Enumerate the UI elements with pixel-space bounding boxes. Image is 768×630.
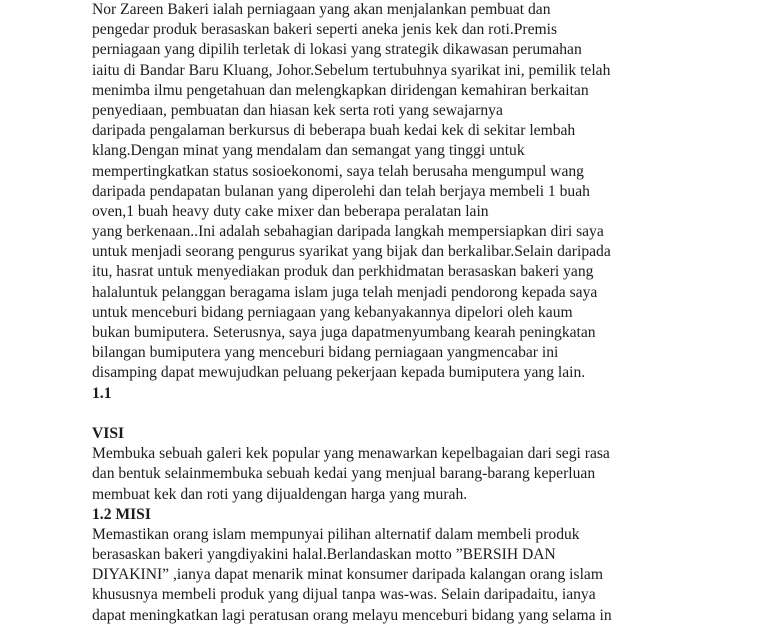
text-line: membuat kek dan roti yang dijualdengan harga yang murah. — [92, 485, 468, 503]
text-line: DIYAKINI” ,ianya dapat menarik minat konsumer daripada kalangan orang islam — [92, 566, 603, 584]
text-line: halaluntuk pelanggan beragama islam juga telah menjadi pendorong kepada saya — [92, 283, 598, 301]
text-line: dapat meningkatkan lagi peratusan orang melayu menceburi bidang yang selama in — [92, 606, 612, 624]
text-line: berasaskan bakeri yangdiyakini halal.Berlandaskan motto ”BERSIH DAN — [92, 546, 556, 564]
text-line: mempertingkatkan status sosioekonomi, saya telah berusaha mengumpul wang — [92, 162, 584, 180]
blank-line — [92, 404, 692, 424]
section-heading: VISI — [92, 424, 125, 442]
text-line: bilangan bumiputera yang menceburi bidang perniagaan yangmencabar ini — [92, 344, 559, 362]
text-line: daripada pendapatan bulanan yang diperolehi dan telah berjaya membeli 1 buah — [92, 182, 590, 200]
text-line: penyediaan, pembuatan dan hiasan kek serta roti yang sewajarnya — [92, 101, 503, 119]
text-line: Memastikan orang islam mempunyai pilihan alternatif dalam membeli produk — [92, 525, 580, 543]
text-line: yang berkenaan..Ini adalah sebahagian daripada langkah mempersiapkan diri saya — [92, 223, 604, 241]
text-line: iaitu di Bandar Baru Kluang, Johor.Sebelum tertubuhnya syarikat ini, pemilik telah — [92, 61, 611, 79]
text-line: Membuka sebuah galeri kek popular yang menawarkan kepelbagaian dari segi rasa — [92, 445, 610, 463]
section-number: 1.1 — [92, 384, 112, 402]
text-line: klang.Dengan minat yang mendalam dan semangat yang tinggi untuk — [92, 142, 525, 160]
text-line: untuk menceburi bidang perniagaan yang kebanyakannya dipelori oleh kaum — [92, 303, 573, 321]
text-line: Nor Zareen Bakeri ialah perniagaan yang akan menjalankan pembuat dan — [92, 1, 551, 18]
intro-paragraph — [92, 0, 692, 384]
section-heading: 1.2 MISI — [92, 505, 151, 523]
text-line: disamping dapat mewujudkan peluang pekerjaan kepada bumiputera yang lain. — [92, 364, 586, 382]
text-line: perniagaan yang dipilih terletak di lokasi yang strategik dikawasan perumahan — [92, 41, 582, 59]
text-line: untuk menjadi seorang pengurus syarikat yang bijak dan berkalibar.Selain daripada — [92, 243, 611, 261]
text-line: dan bentuk selainmembuka sebuah kedai yang menjual barang-barang keperluan — [92, 465, 596, 483]
section-visi — [92, 384, 692, 505]
text-line: daripada pengalaman berkursus di beberapa buah kedai kek di sekitar lembah — [92, 122, 576, 140]
text-line: khususnya membeli produk yang dijual tanpa was-was. Selain daripadaitu, ianya — [92, 586, 596, 604]
text-line: pengedar produk berasaskan bakeri seperti aneka jenis kek dan roti.Premis — [92, 21, 558, 39]
text-line: menimba ilmu pengetahuan dan melengkapkan diridengan kemahiran berkaitan — [92, 81, 589, 99]
text-line: oven,1 buah heavy duty cake mixer dan beberapa peralatan lain — [92, 202, 489, 220]
section-misi — [92, 505, 692, 626]
document-page — [92, 0, 692, 626]
text-line: itu, hasrat untuk menyediakan produk dan perkhidmatan berasaskan bakeri yang — [92, 263, 594, 281]
text-line: bukan bumiputera. Seterusnya, saya juga dapatmenyumbang kearah peningkatan — [92, 324, 596, 341]
